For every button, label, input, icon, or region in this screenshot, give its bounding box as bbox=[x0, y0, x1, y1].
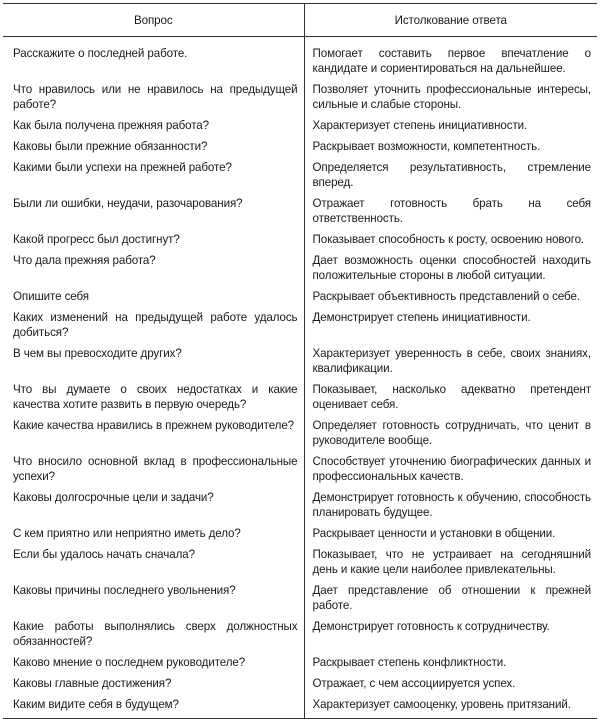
question-cell: Каким видите себя в будущем? bbox=[3, 694, 304, 719]
table-row bbox=[3, 652, 597, 673]
interview-questions-table bbox=[3, 3, 597, 719]
table-row bbox=[3, 673, 597, 694]
interpretation-cell: Раскрывает ценности и установки в общении. bbox=[312, 527, 556, 540]
interpretation-cell: Определяется результативность, стремление вперед. bbox=[312, 161, 591, 189]
table-row bbox=[3, 379, 597, 415]
question-cell: Что дала прежняя работа? bbox=[3, 250, 304, 286]
column-header-question: Вопрос bbox=[3, 4, 304, 37]
table-row bbox=[3, 307, 597, 343]
question-cell: Каковы причины последнего увольнения? bbox=[3, 580, 304, 616]
interpretation-cell: Демонстрирует готовность к обучению, способность планировать будущее. bbox=[312, 491, 591, 519]
question-cell: С кем приятно или неприятно иметь дело? bbox=[3, 523, 304, 544]
interpretation-cell: Характеризует уверенность в себе, своих знаниях, квалификации. bbox=[312, 347, 591, 375]
interpretation-cell: Раскрывает объективность представлений о себе. bbox=[312, 290, 580, 303]
question-cell: Какой прогресс был достигнут? bbox=[3, 229, 304, 250]
interpretation-cell: Дает представление об отношении к прежней работе. bbox=[312, 584, 591, 612]
interpretation-cell: Отражает, с чем ассоциируется успех. bbox=[312, 677, 516, 690]
table-row bbox=[3, 115, 597, 136]
table-row bbox=[3, 343, 597, 379]
table-body bbox=[3, 37, 597, 719]
question-cell: Каких изменений на предыдущей работе удалось добиться? bbox=[3, 307, 304, 343]
table-row bbox=[3, 136, 597, 157]
table-row bbox=[3, 250, 597, 286]
question-cell: Какие работы выполнялись сверх должностных обязанностей? bbox=[3, 616, 304, 652]
interpretation-cell: Показывает, что не устраивает на сегодняшний день и какие цели наиболее привлекательны. bbox=[312, 548, 591, 576]
table-row bbox=[3, 544, 597, 580]
interpretation-cell: Раскрывает возможности, компетентность. bbox=[312, 140, 541, 153]
question-cell: В чем вы превосходите других? bbox=[3, 343, 304, 379]
interpretation-cell: Определяет готовность сотрудничать, что ценит в руководителе вообще. bbox=[312, 419, 591, 447]
question-cell: Как была получена прежняя работа? bbox=[3, 115, 304, 136]
interpretation-cell: Помогает составить первое впечатление о кандидате и сориентироваться на дальнейшее. bbox=[312, 47, 591, 75]
table-row bbox=[3, 616, 597, 652]
table-row bbox=[3, 37, 597, 80]
interpretation-cell: Способствует уточнению биографических данных и профессиональных качеств. bbox=[312, 455, 591, 483]
question-cell: Были ли ошибки, неудачи, разочарования? bbox=[3, 193, 304, 229]
table-row bbox=[3, 523, 597, 544]
question-cell: Что вы думаете о своих недостатках и какие качества хотите развить в первую очередь? bbox=[3, 379, 304, 415]
question-cell: Каковы были прежние обязанности? bbox=[3, 136, 304, 157]
table-header-row bbox=[3, 4, 597, 37]
interpretation-cell: Демонстрирует степень инициативности. bbox=[312, 311, 531, 324]
table-row bbox=[3, 157, 597, 193]
interpretation-cell: Показывает способность к росту, освоению нового. bbox=[312, 233, 585, 246]
interpretation-cell: Отражает готовность брать на себя ответственность. bbox=[312, 197, 591, 225]
table-row bbox=[3, 487, 597, 523]
question-cell: Какими были успехи на прежней работе? bbox=[3, 157, 304, 193]
table-row bbox=[3, 580, 597, 616]
interpretation-cell: Демонстрирует готовность к сотрудничеству. bbox=[312, 620, 550, 633]
question-cell: Что вносило основной вклад в профессиональные успехи? bbox=[3, 451, 304, 487]
question-cell: Если бы удалось начать сначала? bbox=[3, 544, 304, 580]
question-cell: Каково мнение о последнем руководителе? bbox=[3, 652, 304, 673]
interpretation-cell: Характеризует самооценку, уровень притязаний. bbox=[304, 694, 597, 719]
table-row bbox=[3, 229, 597, 250]
table-row bbox=[3, 694, 597, 719]
question-cell: Каковы главные достижения? bbox=[3, 673, 304, 694]
question-cell: Что нравилось или не нравилось на предыдущей работе? bbox=[3, 79, 304, 115]
table-row bbox=[3, 286, 597, 307]
interpretation-cell: Показывает, насколько адекватно претендент оценивает себя. bbox=[312, 383, 591, 411]
interpretation-cell: Характеризует степень инициативности. bbox=[312, 119, 528, 132]
interpretation-cell: Позволяет уточнить профессиональные интересы, сильные и слабые стороны. bbox=[312, 83, 591, 111]
question-cell: Каковы долгосрочные цели и задачи? bbox=[3, 487, 304, 523]
column-header-interpretation: Истолкование ответа bbox=[304, 4, 597, 37]
table-row bbox=[3, 415, 597, 451]
question-cell: Расскажите о последней работе. bbox=[3, 37, 304, 80]
table-row bbox=[3, 451, 597, 487]
question-cell: Опишите себя bbox=[3, 286, 304, 307]
table-row bbox=[3, 193, 597, 229]
table-row bbox=[3, 79, 597, 115]
question-cell: Какие качества нравились в прежнем руководителе? bbox=[3, 415, 304, 451]
interpretation-cell: Раскрывает степень конфликтности. bbox=[312, 656, 507, 669]
interpretation-cell: Дает возможность оценки способностей находить положительные стороны в любой ситуации. bbox=[312, 254, 591, 282]
